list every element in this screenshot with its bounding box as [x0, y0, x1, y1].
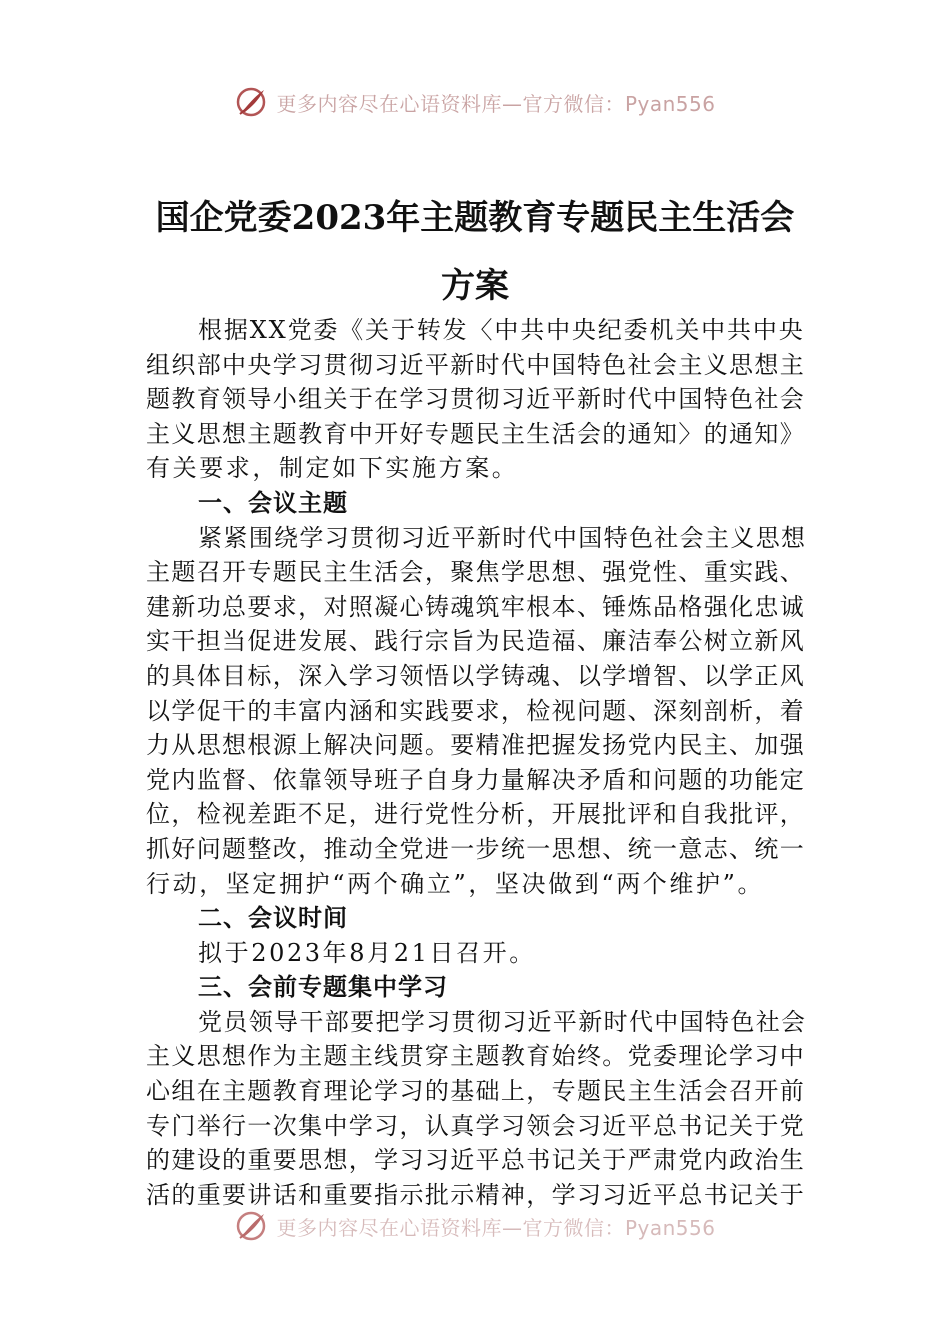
- section-heading: 三、会前专题集中学习: [198, 973, 448, 1002]
- paragraph-line: 行动，坚定拥护“两个确立”，坚决做到“两个维护”。: [146, 869, 765, 898]
- paragraph-line: 主义思想作为主题主线贯穿主题教育始终。党委理论学习中: [146, 1042, 806, 1071]
- paragraph-line: 的建设的重要思想，学习习近平总书记关于严肃党内政治生: [146, 1146, 806, 1175]
- paragraph-line: 力从思想根源上解决问题。要精准把握发扬党内民主、加强: [146, 731, 806, 760]
- paragraph-line: 有关要求，制定如下实施方案。: [146, 454, 519, 483]
- paragraph-line: 的具体目标，深入学习领悟以学铸魂、以学增智、以学正风: [146, 661, 806, 690]
- paragraph-line: 专门举行一次集中学习，认真学习领会习近平总书记关于党: [146, 1111, 806, 1140]
- watermark-text: 更多内容尽在心语资料库—官方微信：Pyan556: [276, 1215, 716, 1240]
- paragraph-line: 主题召开专题民主生活会，聚焦学思想、强党性、重实践、: [146, 558, 806, 587]
- paragraph-line: 拟于2023年8月21日召开。: [198, 938, 536, 967]
- paragraph-line: 根据XX党委《关于转发〈中共中央纪委机关中共中央: [198, 316, 805, 344]
- paragraph-line: 抓好问题整改，推动全党进一步统一思想、统一意志、统一: [146, 834, 806, 863]
- section-heading: 二、会议时间: [198, 904, 348, 933]
- feather-pen-logo-icon: [234, 85, 268, 119]
- paragraph-line: 实干担当促进发展、践行宗旨为民造福、廉洁奉公树立新风: [146, 627, 806, 656]
- document-body: [146, 313, 810, 1212]
- header-watermark: [0, 82, 950, 122]
- section-heading: 一、会议主题: [198, 488, 348, 517]
- paragraph-line: 主义思想主题教育中开好专题民主生活会的通知〉的通知》: [146, 419, 806, 448]
- paragraph-line: 党内监督、依靠领导班子自身力量解决矛盾和问题的功能定: [146, 765, 806, 794]
- document-title-line2: 方案: [441, 266, 509, 306]
- paragraph-line: 建新功总要求，对照凝心铸魂筑牢根本、锤炼品格强化忠诚: [146, 592, 806, 621]
- paragraph-line: 党员领导干部要把学习贯彻习近平新时代中国特色社会: [198, 1007, 807, 1036]
- paragraph-line: 心组在主题教育理论学习的基础上，专题民主生活会召开前: [146, 1077, 806, 1106]
- paragraph-line: 紧紧围绕学习贯彻习近平新时代中国特色社会主义思想: [198, 523, 807, 552]
- paragraph-line: 题教育领导小组关于在学习贯彻习近平新时代中国特色社会: [146, 385, 806, 414]
- feather-pen-logo-icon: [234, 1209, 268, 1243]
- paragraph-line: 活的重要讲话和重要指示批示精神，学习习近平总书记关于: [146, 1180, 806, 1209]
- footer-watermark: [0, 1206, 950, 1246]
- paragraph-line: 位，检视差距不足，进行党性分析，开展批评和自我批评，: [146, 800, 806, 829]
- document-title-line1: 国企党委2023年主题教育专题民主生活会: [155, 198, 795, 238]
- paragraph-line: 以学促干的丰富内涵和实践要求，检视问题、深刻剖析，着: [146, 696, 806, 725]
- paragraph-line: 组织部中央学习贯彻习近平新时代中国特色社会主义思想主: [146, 350, 806, 379]
- watermark-text: 更多内容尽在心语资料库—官方微信：Pyan556: [276, 91, 716, 116]
